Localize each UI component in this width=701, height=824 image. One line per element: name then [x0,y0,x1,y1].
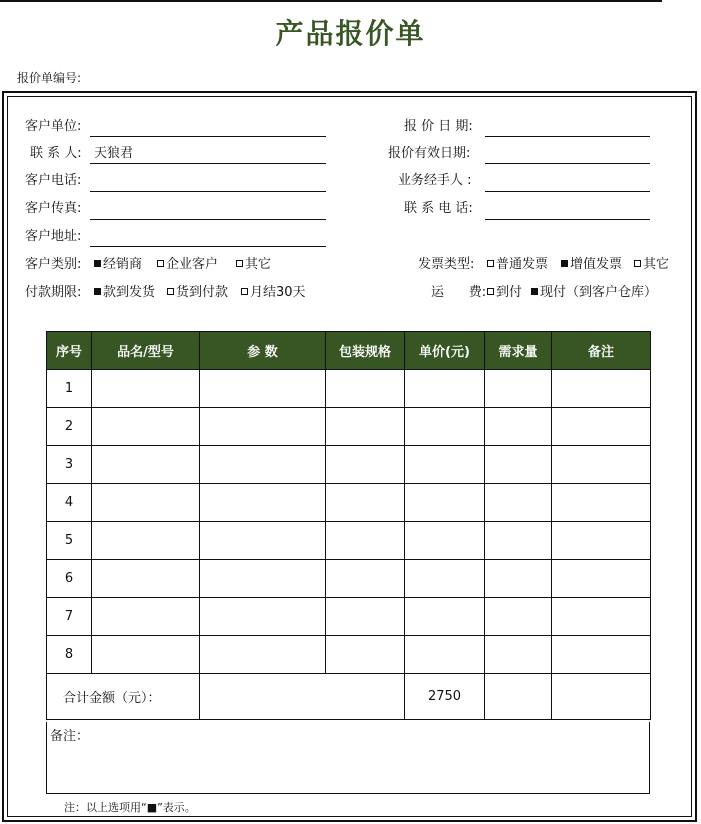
cell[interactable] [552,408,651,446]
cell[interactable] [200,370,326,408]
items-table [46,331,651,720]
cell[interactable] [200,408,326,446]
table-row [47,484,651,522]
cell[interactable] [92,484,200,522]
cell[interactable] [552,598,651,636]
cell[interactable] [552,560,651,598]
unchecked-box-icon [487,288,494,295]
cell[interactable] [485,636,552,674]
row-index: 8 [47,636,92,674]
payment-term-option-monthly[interactable]: 月结30天 [241,281,306,300]
total-label: 合计金额（元）： [47,674,200,720]
cell[interactable] [92,370,200,408]
company-label: 客户单位: [25,119,82,134]
address-field[interactable] [90,246,326,247]
total-value[interactable]: 2750 [405,674,485,720]
handler-label: 业务经手人 : [398,173,472,188]
checked-box-icon [561,260,568,267]
unchecked-box-icon [634,260,641,267]
payment-term-option-cod[interactable]: 货到付款 [167,281,228,300]
contact-phone-label: 联 系 电 话: [404,201,473,216]
remarks-box[interactable] [46,722,650,794]
unchecked-box-icon [236,260,243,267]
cell[interactable] [326,408,405,446]
contact-value[interactable]: 天狼君 [94,146,134,161]
cell[interactable] [200,636,326,674]
cell[interactable] [405,370,485,408]
page-title: 产品报价单 [275,17,426,50]
checked-box-icon [94,288,101,295]
invoice-type-option-other[interactable]: 其它 [634,253,669,272]
quote-date-field[interactable] [485,136,650,137]
address-label: 客户地址: [25,229,82,244]
table-header-row [47,332,651,370]
header-params: 参 数 [200,332,326,370]
cell[interactable] [92,636,200,674]
header-product: 品名/型号 [92,332,200,370]
shipping-option-prepaid[interactable]: 现付（到客户仓库） [531,281,657,300]
unchecked-box-icon [157,260,164,267]
footnote: 注：以上选项用“■”表示。 [64,801,196,814]
cell[interactable] [405,446,485,484]
phone-label: 客户电话: [25,173,82,188]
cell[interactable] [200,484,326,522]
total-amount-cell[interactable] [200,674,405,720]
cell[interactable] [552,674,651,720]
customer-type-option-dealer[interactable]: 经销商 [94,253,142,272]
customer-type-label: 客户类别: [25,257,82,272]
table-row [47,370,651,408]
checked-box-icon [531,288,538,295]
cell[interactable] [92,408,200,446]
cell[interactable] [485,598,552,636]
top-rule [0,0,662,2]
fax-field[interactable] [90,219,326,220]
table-row [47,522,651,560]
payment-term-option-prepay[interactable]: 款到发货 [94,281,155,300]
cell[interactable] [200,446,326,484]
cell[interactable] [326,598,405,636]
cell[interactable] [326,522,405,560]
cell[interactable] [326,484,405,522]
header-notes: 备注 [552,332,651,370]
invoice-type-option-normal[interactable]: 普通发票 [487,253,548,272]
cell[interactable] [92,560,200,598]
unchecked-box-icon [241,288,248,295]
invoice-type-label: 发票类型: [418,257,475,272]
row-index: 6 [47,560,92,598]
shipping-label: 运 费: [431,285,487,300]
cell[interactable] [405,598,485,636]
cell[interactable] [485,484,552,522]
total-row [47,674,651,720]
cell[interactable] [405,408,485,446]
cell[interactable] [200,560,326,598]
shipping-option-collect[interactable]: 到付 [487,281,522,300]
cell[interactable] [485,408,552,446]
quote-date-label: 报 价 日 期: [404,119,473,134]
cell[interactable] [326,446,405,484]
cell[interactable] [485,522,552,560]
cell[interactable] [485,446,552,484]
cell[interactable] [326,636,405,674]
row-index: 4 [47,484,92,522]
customer-type-option-enterprise[interactable]: 企业客户 [157,253,218,272]
row-index: 1 [47,370,92,408]
cell[interactable] [485,560,552,598]
cell[interactable] [552,370,651,408]
cell[interactable] [200,522,326,560]
quote-number-label: 报价单编号: [17,71,82,85]
table-row [47,560,651,598]
cell[interactable] [326,560,405,598]
cell[interactable] [405,636,485,674]
row-index: 5 [47,522,92,560]
cell[interactable] [405,560,485,598]
cell[interactable] [485,370,552,408]
cell[interactable] [552,484,651,522]
cell[interactable] [405,484,485,522]
unchecked-box-icon [487,260,494,267]
cell[interactable] [326,370,405,408]
contact-label: 联 系 人: [30,146,82,161]
row-index: 2 [47,408,92,446]
table-row [47,408,651,446]
customer-type-option-other[interactable]: 其它 [236,253,271,272]
table-row [47,598,651,636]
header-quantity: 需求量 [485,332,552,370]
payment-term-label: 付款期限: [25,285,82,300]
cell[interactable] [200,598,326,636]
cell[interactable] [552,522,651,560]
invoice-type-option-vat[interactable]: 增值发票 [561,253,622,272]
contact-phone-field[interactable] [485,219,650,220]
header-unit-price: 单价(元) [405,332,485,370]
handler-field[interactable] [485,191,650,192]
header-packaging: 包装规格 [326,332,405,370]
table-row [47,446,651,484]
fax-label: 客户传真: [25,201,82,216]
row-index: 7 [47,598,92,636]
cell[interactable] [92,598,200,636]
cell[interactable] [485,674,552,720]
cell[interactable] [552,446,651,484]
cell[interactable] [92,522,200,560]
header-index: 序号 [47,332,92,370]
valid-date-field[interactable] [485,163,650,164]
valid-date-label: 报价有效日期: [388,146,471,161]
company-field[interactable] [90,136,326,137]
cell[interactable] [405,522,485,560]
cell[interactable] [552,636,651,674]
cell[interactable] [92,446,200,484]
table-row [47,636,651,674]
contact-field [90,163,326,164]
unchecked-box-icon [167,288,174,295]
phone-field[interactable] [90,191,326,192]
remarks-label: 备注： [50,729,90,744]
checked-box-icon [94,260,101,267]
row-index: 3 [47,446,92,484]
